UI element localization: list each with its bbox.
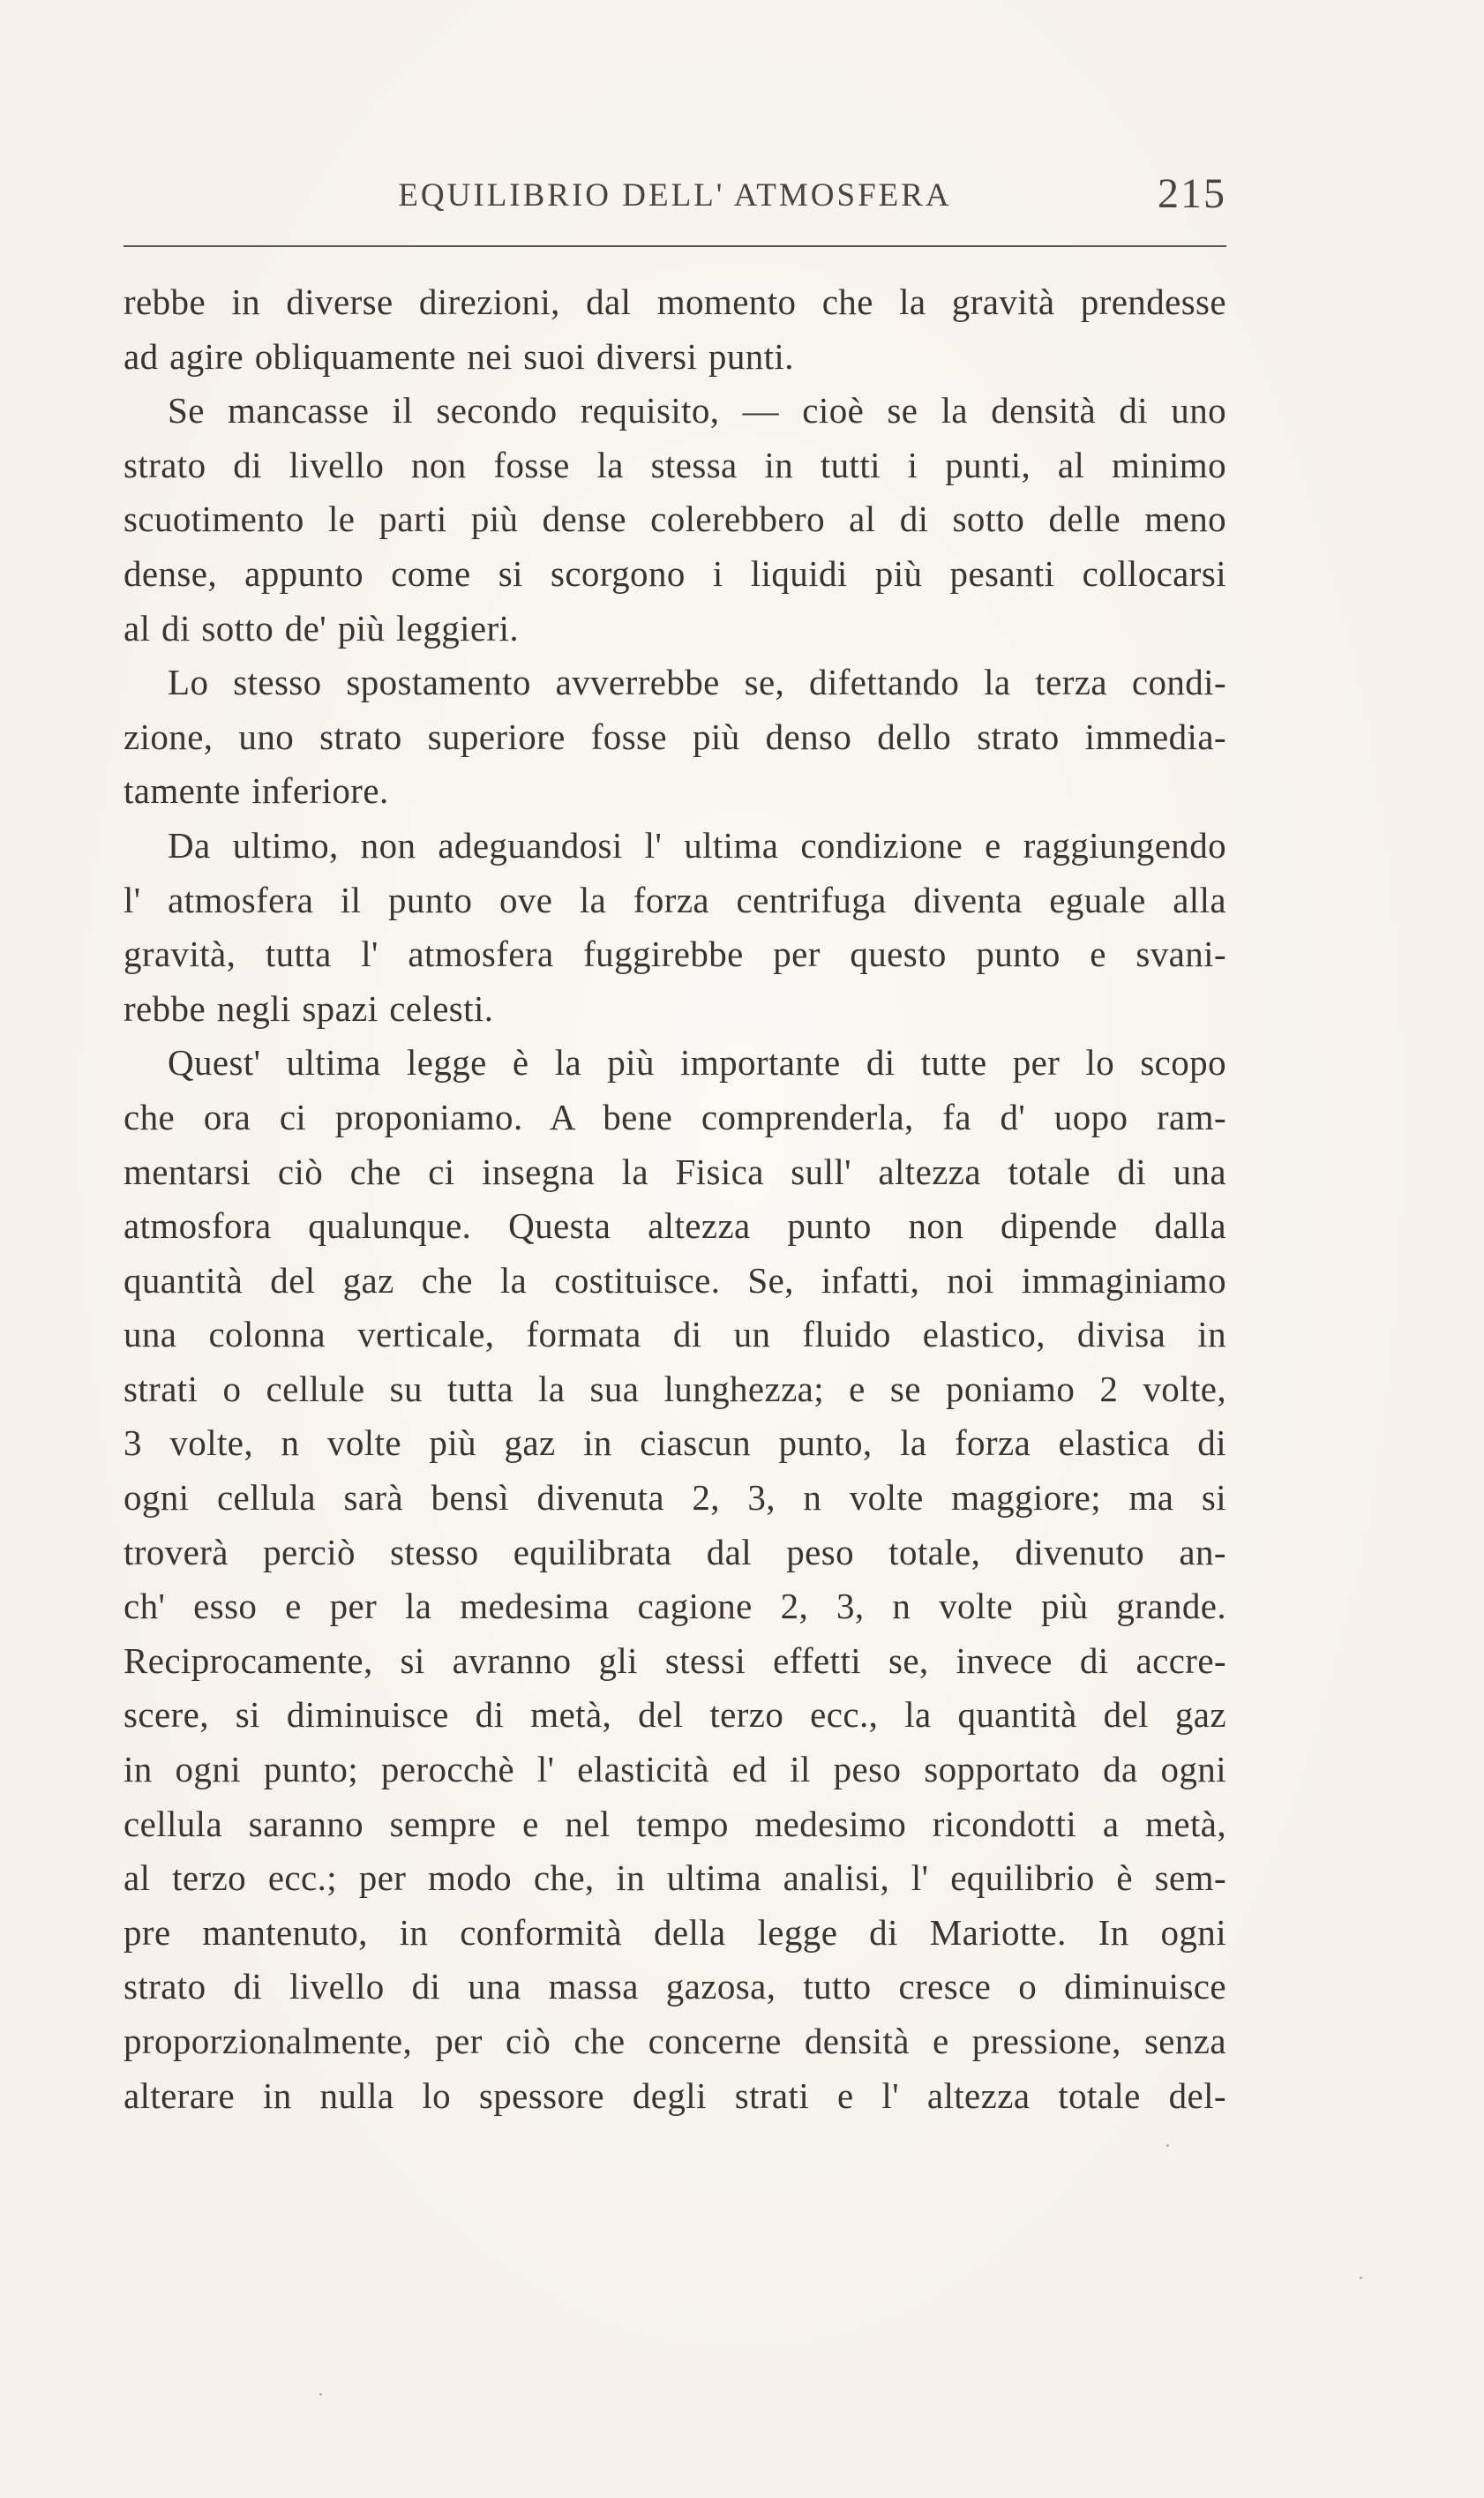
text-line: zione, uno strato superiore fosse più denso dello strato immedia- bbox=[124, 716, 1226, 757]
page-header bbox=[124, 169, 1226, 231]
text-line: tamente inferiore. bbox=[124, 770, 389, 812]
text-line: Reciprocamente, si avranno gli stessi effetti se, invece di accre- bbox=[124, 1639, 1226, 1681]
text-line: gravità, tutta l' atmosfera fuggirebbe per questo punto e svani- bbox=[124, 934, 1226, 975]
text-line: rebbe in diverse direzioni, dal momento che la gravità prendesse bbox=[124, 281, 1226, 322]
text-line: l' atmosfera il punto ove la forza centrifuga diventa eguale alla bbox=[124, 879, 1226, 920]
text-line: pre mantenuto, in conformità della legge di Mariotte. In ogni bbox=[124, 1911, 1226, 1953]
text-line: atmosfora qualunque. Questa altezza punto non dipende dalla bbox=[124, 1205, 1226, 1247]
text-line: Quest' ultima legge è la più importante di tutte per lo scopo bbox=[168, 1042, 1226, 1084]
text-line: cellula saranno sempre e nel tempo medesimo ricondotti a metà, bbox=[124, 1803, 1226, 1844]
text-line: ad agire obliquamente nei suoi diversi punti. bbox=[124, 335, 794, 377]
text-line: una colonna verticale, formata di un fluido elastico, divisa in bbox=[124, 1314, 1226, 1355]
text-line: dense, appunto come si scorgono i liquidi più pesanti collocarsi bbox=[124, 552, 1226, 594]
text-line: rebbe negli spazi celesti. bbox=[124, 987, 494, 1029]
text-line: scuotimento le parti più dense colerebbero al di sotto delle meno bbox=[124, 499, 1226, 540]
text-line: al di sotto de' più leggieri. bbox=[124, 607, 520, 649]
paper-speck bbox=[1360, 2277, 1362, 2279]
text-line: strati o cellule su tutta la sua lunghezza; e se poniamo 2 volte, bbox=[124, 1368, 1226, 1409]
text-line: mentarsi ciò che ci insegna la Fisica sull' altezza totale di una bbox=[124, 1151, 1226, 1192]
page-number: 215 bbox=[1158, 170, 1226, 217]
text-line: quantità del gaz che la costituisce. Se, infatti, noi immaginiamo bbox=[124, 1259, 1226, 1301]
text-line: strato di livello di una massa gazosa, tutto cresce o diminuisce bbox=[124, 1966, 1226, 2007]
text-line: ch' esso e per la medesima cagione 2, 3, n volte più grande. bbox=[124, 1586, 1226, 1627]
text-line: alterare in nulla lo spessore degli strati e l' altezza totale del- bbox=[124, 2074, 1226, 2116]
text-line: Se mancasse il secondo requisito, — cioè se la densità di uno bbox=[168, 390, 1226, 431]
text-line: Lo stesso spostamento avverrebbe se, difettando la terza condi- bbox=[168, 662, 1226, 703]
text-line: troverà perciò stesso equilibrata dal peso totale, divenuto an- bbox=[124, 1531, 1226, 1572]
header-rule bbox=[124, 245, 1226, 247]
body-text bbox=[124, 275, 1226, 2123]
text-line: che ora ci proponiamo. A bene comprenderla, fa d' uopo ram- bbox=[124, 1096, 1226, 1137]
text-line: in ogni punto; perocchè l' elasticità ed il peso sopportato da ogni bbox=[124, 1749, 1226, 1790]
text-line: strato di livello non fosse la stessa in tutti i punti, al minimo bbox=[124, 444, 1226, 485]
text-line: proporzionalmente, per ciò che concerne densità e pressione, senza bbox=[124, 2021, 1226, 2061]
text-line: scere, si diminuisce di metà, del terzo ecc., la quantità del gaz bbox=[124, 1694, 1226, 1736]
text-line: Da ultimo, non adeguandosi l' ultima condizione e raggiungendo bbox=[168, 824, 1226, 866]
running-head: EQUILIBRIO DELL' ATMOSFERA bbox=[398, 177, 952, 214]
paper-speck bbox=[319, 2393, 322, 2396]
text-line: 3 volte, n volte più gaz in ciascun punto, la forza elastica di bbox=[124, 1422, 1226, 1464]
text-line: ogni cellula sarà bensì divenuta 2, 3, n volte maggiore; ma si bbox=[124, 1477, 1226, 1519]
text-line: al terzo ecc.; per modo che, in ultima analisi, l' equilibrio è sem- bbox=[124, 1857, 1226, 1899]
paper-speck bbox=[1166, 2144, 1169, 2147]
